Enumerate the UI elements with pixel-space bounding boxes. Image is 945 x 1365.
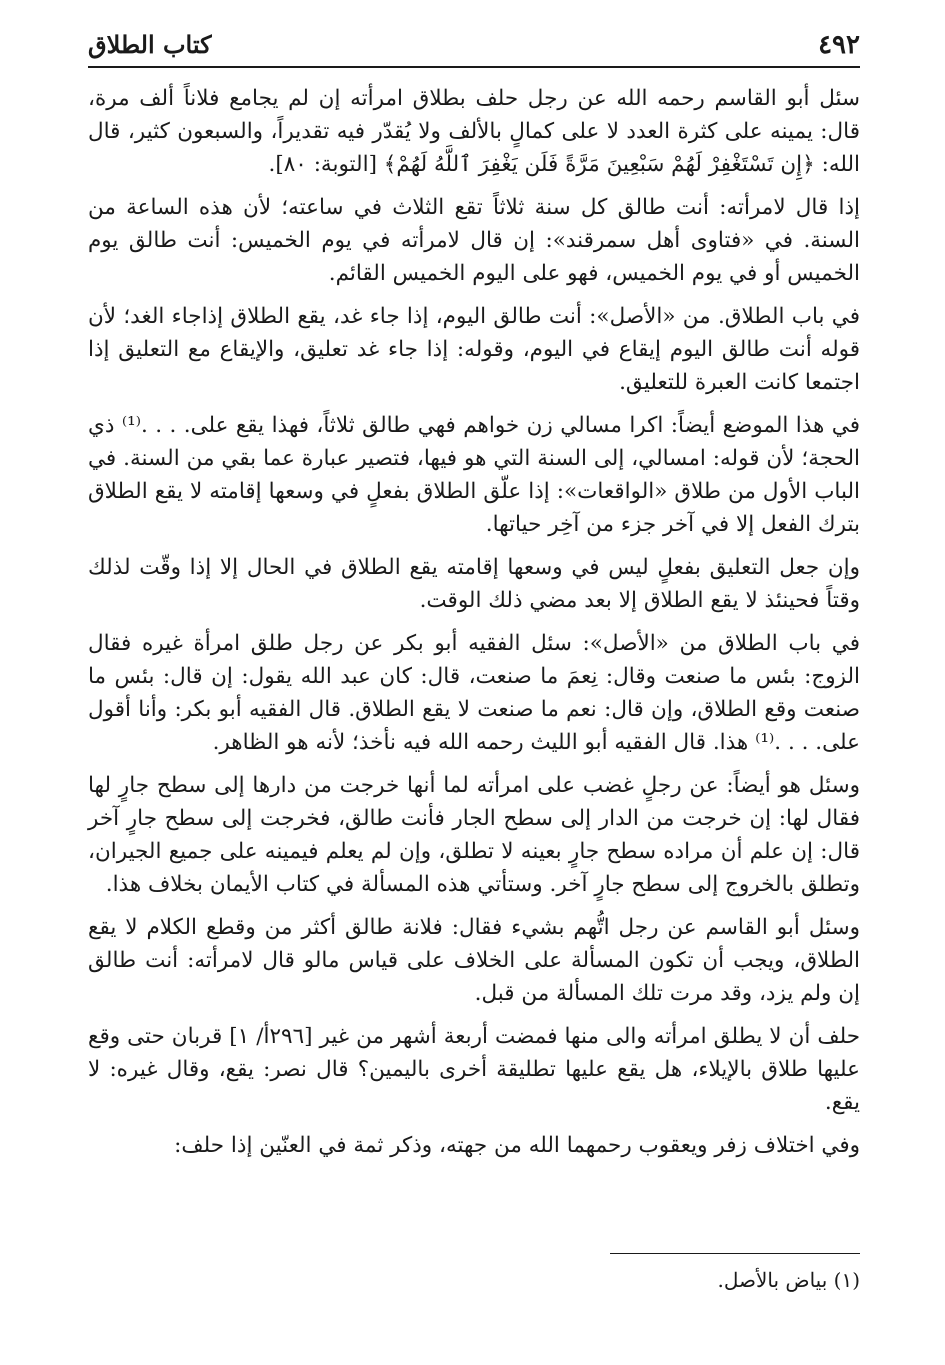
paragraph: وإن جعل التعليق بفعلٍ ليس في وسعها إقامته يقع الطلاق في الحال إلا إذا وقّت لذلك وقتاً فحينئذ لا يقع الطلاق إلا بعد مضي ذلك الوقت. [88,555,860,613]
main-text [88,82,860,1172]
paragraph: حلف أن لا يطلق امرأته والى منها فمضت أربعة أشهر من غير [٢٩٦أ/ ١] قربان حتى وقع عليها طلاق بالإيلاء، هل يقع عليها تطليقة أخرى باليمين؟ قال نصر: يقع، وقال غيره: لا يقع. [88,1024,861,1115]
running-title: كتاب الطلاق [88,30,212,59]
paragraph: وسئل هو أيضاً: عن رجلٍ غضب على امرأته لما أنها خرجت من دارها إلى سطح جارٍ لها فقال لها: إن خرجت من الدار إلى سطح الجار فأنت طالق، فخرجت إلى سطح جارٍ آخر قال: إن علم أن مراده سطح جارٍ بعينه لا تطلق، وإن لم يعلم فيمينه على جميع الجيران، وتطلق بالخروج إلى سطح جارٍ آخر. وستأتي هذه المسألة في كتاب الأيمان بخلاف هذا. [88,773,860,897]
paragraph: سئل أبو القاسم رحمه الله عن رجل حلف بطلاق امرأته إن لم يجامع فلاناً ألف مرة، قال: يمينه على كثرة العدد لا على كمالٍ بالألف ولا يُقدّر فيه تقديراً، والسبعون كثير، قال الله: ﴿إِن تَسْتَغْفِرْ لَهُمْ سَبْعِينَ مَرَّةً فَلَن يَغْفِرَ ٱللَّهُ لَهُمْ﴾ [التوبة: ٨٠]. [88,86,860,177]
footnote: (١) بياض بالأصل. [717,1268,860,1292]
paragraph: إذا قال لامرأته: أنت طالق كل سنة ثلاثاً تقع الثلاث في ساعته؛ لأن هذه الساعة من السنة. في «فتاوى أهل سمرقند»: إن قال لامرأته في يوم الخميس: أنت طالق يوم الخميس أو في يوم الخميس، فهو على اليوم الخميس القائم. [88,195,860,286]
page-header [88,22,860,68]
paragraph: وفي اختلاف زفر ويعقوب رحمهما الله من جهته، وذكر ثمة في العنّين إذا حلف: [174,1133,860,1158]
paragraph: في هذا الموضع أيضاً: اكرا مسالي زن خواهم فهي طالق ثلاثاً، فهذا يقع على. . . .⁽¹⁾ ذي الحجة؛ لأن قوله: امسالي، إلى السنة التي هو فيها، فتصير عبارة عما بقي من السنة. في الباب الأول من طلاق «الواقعات»: إذا علّق الطلاق بفعلٍ في وسعها إقامته لا يقع الطلاق بترك الفعل إلا في آخر جزء من آخِر حياتها. [88,413,860,537]
paragraph: في باب الطلاق. من «الأصل»: أنت طالق اليوم، إذا جاء غد، يقع الطلاق إذاجاء الغد؛ لأن قوله أنت طالق اليوم إيقاع في اليوم، وقوله: إذا جاء غد تعليق، والإيقاع مع التعليق إذا اجتمعا كانت العبرة للتعليق. [88,304,860,395]
paragraph: وسئل أبو القاسم عن رجل اتُّهم بشيء فقال: فلانة طالق أكثر من وقطع الكلام لا يقع الطلاق، ويجب أن تكون المسألة على الخلاف على قياس مالو قال لامرأته: أنت طالق إن ولم يزد، وقد مرت تلك المسألة من قبل. [88,915,860,1006]
footnote-divider [610,1253,860,1254]
page-number: ٤٩٢ [818,30,860,60]
paragraph: في باب الطلاق من «الأصل»: سئل الفقيه أبو بكر عن رجل طلق امرأة غيره فقال الزوج: بئس ما صنعت وقال: نِعمَ ما صنعت، قال: كان عبد الله يقول: إن قال: بئس ما صنعت وقع الطلاق، وإن قال: نعم ما صنعت لا يقع الطلاق. قال الفقيه أبو بكر: وأنا أقول على. . . .⁽¹⁾ هذا. قال الفقيه أبو الليث رحمه الله فيه نأخذ؛ لأنه هو الظاهر. [88,631,860,755]
